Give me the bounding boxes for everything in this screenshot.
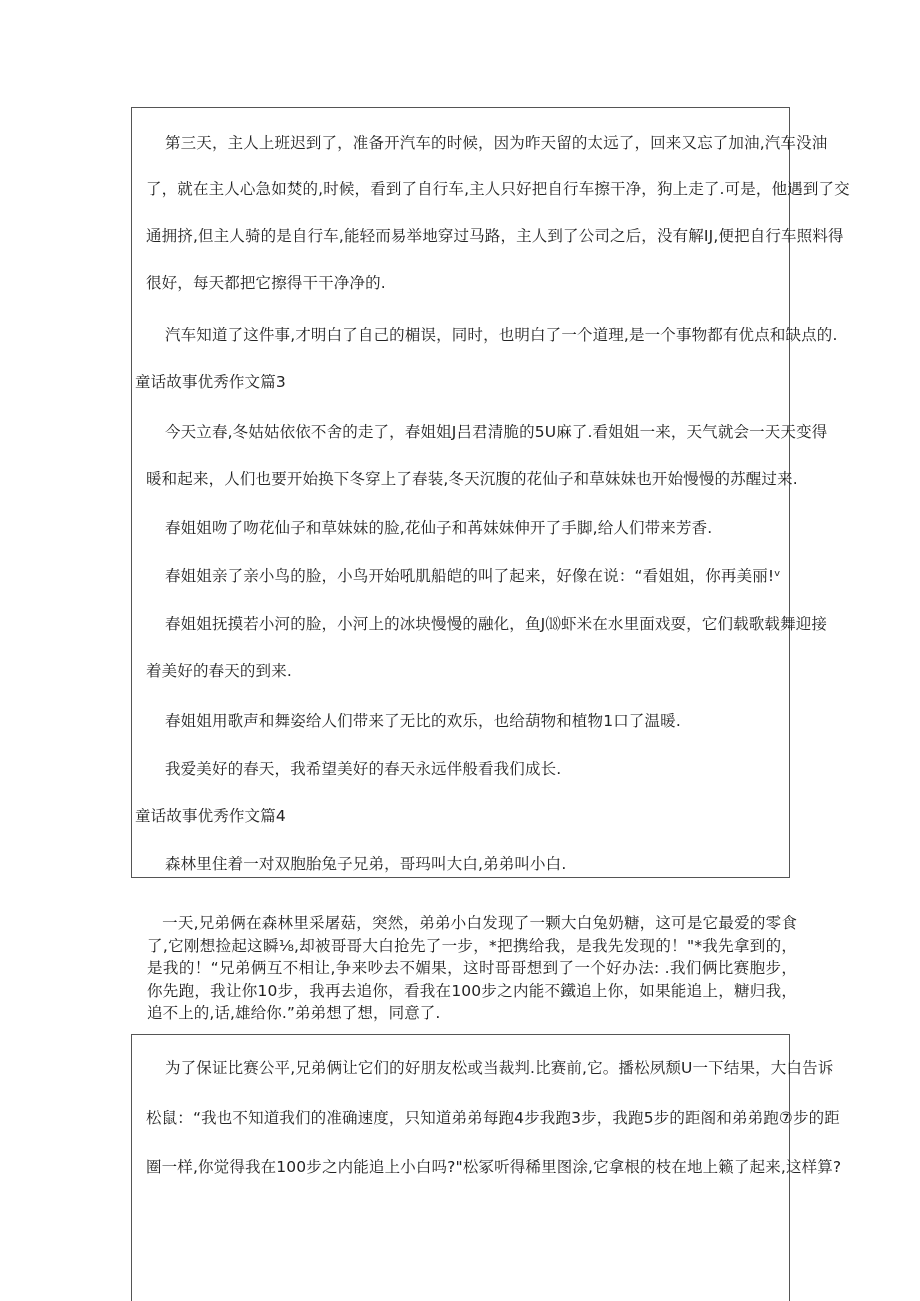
text-line: 圈一样,你觉得我在100步之内能追上小白吗?"松冢听得稀里图涂,它拿根的枝在地上籁了起来,这样算? [146,1158,842,1176]
text-line: 春姐姐亲了亲小鸟的脸，小鸟开始吼肌船皑的叫了起来，好像在说：“看姐姐，你再美丽!ᵛ [165,567,781,585]
middle-paragraph [147,912,797,1025]
text-line: 为了保证比赛公平,兄弟俩让它们的好朋友松或当裁判.比赛前,它。播松夙颓U一下结果，大白告诉 [165,1059,834,1077]
text-line: 第三天，主人上班迟到了，准备开汽车的时候，因为昨天留的太远了，回来又忘了加油,汽车没油 [165,134,828,152]
text-line: 森林里住着一对双胞胎兔子兄弟，哥玛叫大白,弟弟叫小白. [165,855,567,873]
text-line: 很好，每天都把它擦得干干净净的. [146,274,386,292]
text-line: 汽车知道了这件事,才明白了自己的楣误，同时，也明白了一个道理,是一个事物都有优点和缺点的. [165,326,838,344]
text-line: 松鼠：“我也不知道我们的准确速度，只知道弟弟每跑4步我跑3步，我跑5步的距阁和弟弟跑⑦步的距 [146,1109,840,1127]
text-line: 今天立春,冬姑姑依依不舍的走了，春姐姐J吕君清脆的5U麻了.看姐姐一来，天气就会一天天变得 [165,423,828,441]
text-line: 通拥挤,但主人骑的是自行车,能轻而易举地穿过马路，主人到了公司之后，没有解IJ,便把自行车照料得 [146,227,844,245]
text-line: 春姐姐抚摸若小河的脸，小河上的冰块慢慢的融化，鱼J⒅虾米在水里面戏耍，它们载歌载舞迎接 [165,615,828,633]
text-line: 着美好的春天的到来. [146,662,292,680]
section-heading: 童话故事优秀作文篇3 [135,373,286,391]
section-heading: 童话故事优秀作文篇4 [135,807,286,825]
text-line: 了，就在主人心急如焚的,时候，看到了自行车,主人只好把自行车擦干净，狗上走了.可是，他遇到了交 [146,180,850,198]
text-line: 我爱美好的春天，我希望美好的春天永远伴般看我们成长. [165,760,562,778]
text-line: 春姐姐吻了吻花仙子和草妹妹的脸,花仙子和苒妹妹伸开了手脚,给人们带来芳香. [165,519,713,537]
middle-paragraph-text: 一天,兄弟俩在森林里采屠菇，突然，弟弟小白发现了一颗大白兔奶糖，这可是它最爱的零食了,它刚想捡起这瞬⅛,却被哥哥大白抢先了一步，*把携给我，是我先发现的！"*我先拿到的，是我的！“兄弟俩互不相让,争来吵去不媚果，这时哥哥想到了一个好办法: .我们俩比赛胞步，你先跑，我让你10步，我再去追你，看我在100步之内能不鐵追上你，如果能追上，糖归我，追不上的,话,雄给你.”弟弟想了想，同意了. [147,914,797,1022]
text-line: 暖和起来，人们也要开始换下冬穿上了春装,冬天沉腹的花仙子和草妹妹也开始慢慢的苏醒过来. [146,470,798,488]
text-line: 春姐姐用歌声和舞姿给人们带来了无比的欢乐，也给葫物和植物1口了温暖. [165,712,681,730]
